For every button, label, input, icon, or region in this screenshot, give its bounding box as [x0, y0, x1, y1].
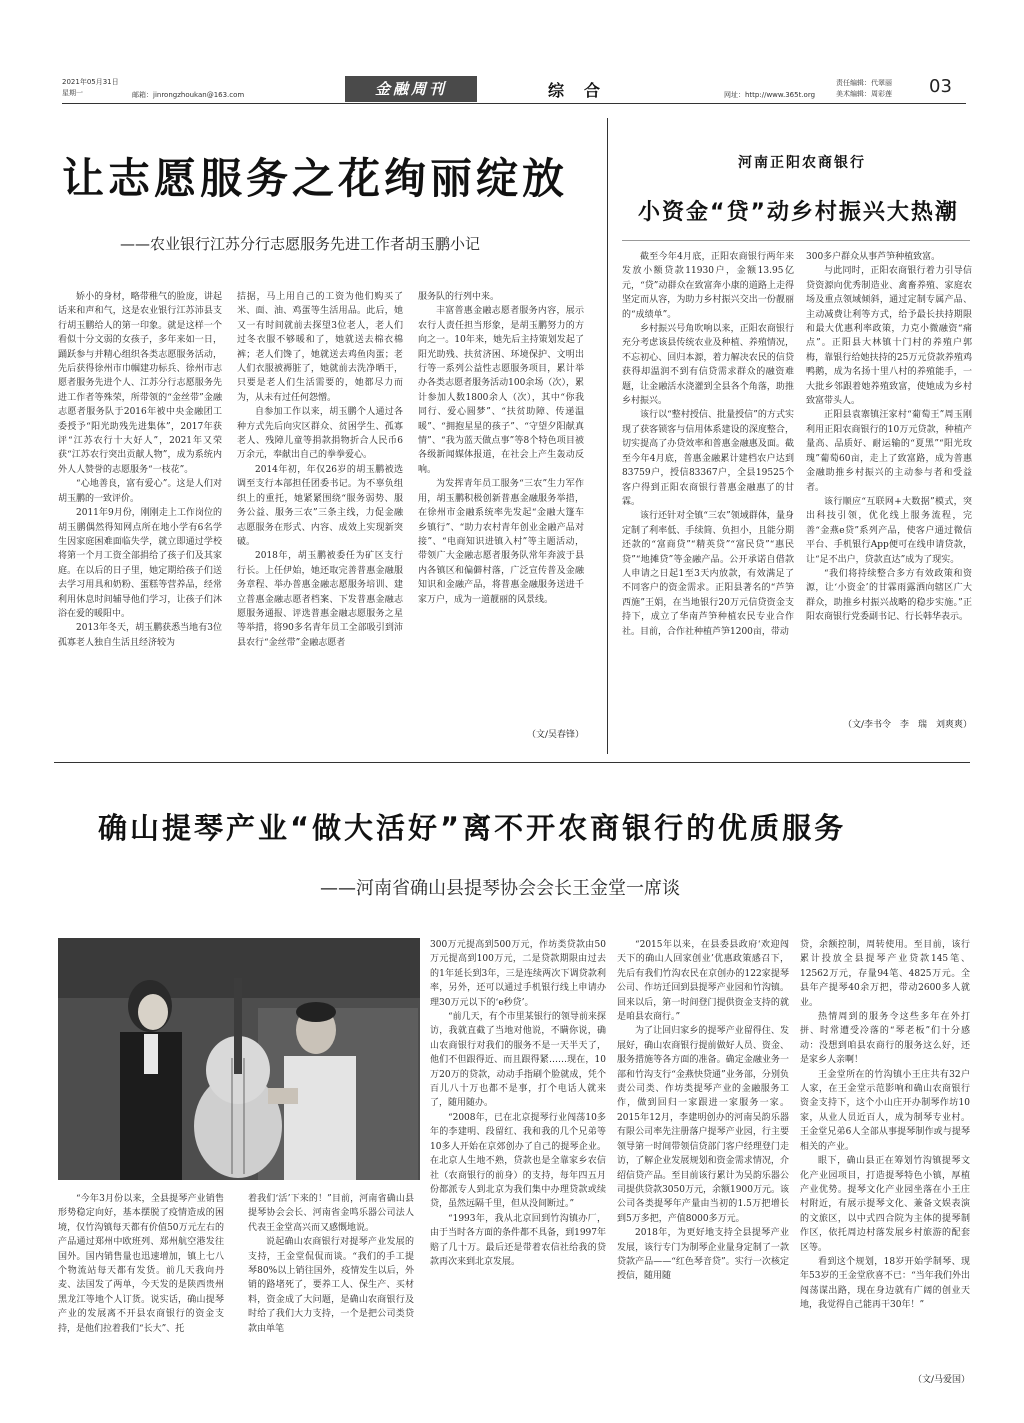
- paragraph: “2008年，已在北京提琴行业闯荡10多年的李建明、段留红、我和我的几个兄弟等10多人开始在京郊创办了自己的提琴企业。在北京人生地不熟，贷款也是全靠家乡农信社（农商银行的前身）的支持，每年四五月份都派专人到北京为我们集中办理贷款或续贷，虽然远隔千里，但从没间断过。”: [430, 1112, 606, 1210]
- paragraph: 看到这个规划，18岁开始学制琴、现年53岁的王金堂欣喜不已：“当年我们外出闯荡谋出路，现在身边就有广阔的创业天地，我觉得自己能再干30年！”: [800, 1256, 970, 1311]
- paragraph: “我们将持续整合多方有效政策和资源，让‘小资金’的甘霖雨露洒向辖区广大群众，助推乡村振兴战略的稳步实施。”正阳农商银行党委副书记、行长韩华表示。: [806, 568, 972, 623]
- title-rule: [622, 240, 970, 241]
- column-divider: [607, 118, 608, 754]
- paragraph: 为了让回归家乡的提琴产业留得住、发展好，确山农商银行提前做好人员、资金、服务措施等各方面的准备。确定金融业务一部和竹沟支行“金燕快贷通”业务部，分别负责公司类、作坊类提琴产业的金融服务工作，做到回归一家跟进一家服务一家。2015年12月，李建明创办的河南吴韵乐器有限公司率先注册落户提琴产业园，行主要领导第一时间带领信贷部门客户经理登门走访，了解企业发展规划和资金需求情况，介绍信贷产品。至目前该行累计为吴韵乐器公司提供贷款3050万元，余额1900万元。该公司各类提琴年产量由当初的1.5万把增长到5万多把，产值8000多万元。: [617, 1026, 789, 1224]
- article-title: 确山提琴产业“做大活好”离不开农商银行的优质服务: [98, 811, 847, 845]
- article-title: 小资金“贷”动乡村振兴大热潮: [638, 200, 959, 225]
- paragraph: 2018年，为更好地支持全县提琴产业发展，该行专门为制琴企业量身定制了一款贷款产品——“红色琴音贷”。实行一次核定授信，随用随: [617, 1228, 789, 1282]
- article-column-1: [622, 250, 794, 639]
- paragraph: 该行以“整村授信、批量授信”的方式实现了获客锁客与信用体系建设的深度整合，切实提高了办贷效率和普惠金融惠及面。截至今年4月底，普惠金融累计建档农户达到83759户，授信83367户，全县19525个客户得到正阳农商银行普惠金融惠了的甘霖。: [622, 410, 794, 507]
- article-author: （文/马爱国）: [912, 1375, 970, 1385]
- article-column-1: [58, 290, 222, 650]
- website: 网址：http://www.365t.org: [724, 91, 816, 99]
- paragraph: 娇小的身材，略带稚气的脸庞，讲起话来和声和气，这是农业银行江苏沛县支行胡玉鹏给人的第一印象。就是这样一个看似十分文弱的女孩子，多年来如一日，踊跃参与并精心组织各类志愿服务活动，先后获得徐州市巾帼建功标兵、徐州市志愿者服务先进个人、江苏分行志愿服务先进工作者等殊荣，所带领的“金丝带”金融志愿者服务队于2016年被中央金融团工委授予“阳光助残先进集体”，2017年获评“江苏农行十大好人”，2021年又荣获“江苏农行突出贡献人物”，成为系统内外人人赞誉的志愿服务“一枝花”。: [58, 292, 222, 475]
- article-column-1: [58, 1192, 224, 1336]
- paragraph: “前几天，有个市里某银行的领导前来探访，我就直截了当地对他说，不瞒你说，确山农商银行对我们的服务不是一天半天了，他们不但跟得近、而且跟得紧……现在，10万20万的贷款，动动手指刷个脸就成，凭个百儿八十万也都不是事，打个电话人就来了，随用随办。: [430, 1012, 606, 1109]
- paragraph: 300多户群众从事芦笋种植致富。: [806, 252, 941, 262]
- paragraph: 正阳县袁寨镇汪家村“葡萄王”周玉刚利用正阳农商银行的10万元贷款，种植产量高、品质好、耐运输的“夏黑”“阳光玫瑰”葡萄60亩，走上了致富路，成为普惠金融助推乡村振兴的主动参与者和受益者。: [806, 410, 972, 493]
- issue-date: 2021年05月31日: [62, 78, 119, 86]
- paragraph: 眼下，确山县正在筹划竹沟镇提琴文化产业园项目，打造提琴特色小镇，厚植产业优势。提琴文化产业园坐落在小王庄村附近，有展示提琴文化、兼备文娱表演的文旅区，以中式四合院为主体的提琴制作区，依托周边村落发展乡村旅游的配套区等。: [800, 1156, 970, 1253]
- paragraph: 说起确山农商银行对提琴产业发展的支持，王金堂侃侃而谈。“我们的手工提琴80%以上销往国外，疫情发生以后，外销的路堵死了，要养工人、保生产、买材料，资金成了大问题，是确山农商银行及时给了我们大力支持，一个是把公司类贷款由单笔: [248, 1237, 414, 1334]
- section-rule: [54, 762, 970, 763]
- paragraph: 王金堂所在的竹沟镇小王庄共有32户人家，在王金堂示范影响和确山农商银行资金支持下，这个小山庄开办制琴作坊10家，从业人员近百人，成为制琴专业村。王金堂兄弟6人全部从事提琴制作或与提琴相关的产业。: [800, 1069, 970, 1152]
- article-column-4: [617, 938, 789, 1284]
- paragraph: 2011年9月份，刚刚走上工作岗位的胡玉鹏偶然得知网点所在地小学有6名学生因家庭困难面临失学，就立即通过学校将第一个月工资全部捐给了孩子们及其家庭。在以后的日子里，她定期给孩子们送去学习用具和奶粉、蛋糕等营养品，经常利用休息时间辅导他们学习，让孩子们沐浴在爱的暖阳中。: [58, 508, 222, 619]
- paragraph: 拮据，马上用自己的工资为他们购买了米、面、油、鸡蛋等生活用品。此后，她又一有时间就前去探望3位老人，老人们过冬衣服不够暖和了，她就送去棉衣棉裤；老人们馋了，她就送去鸡鱼肉蛋；老人们衣服被褥脏了，她就前去洗净晒干，只要是老人们生活需要的，她都尽力而为，从未有过任何怨憎。: [237, 292, 403, 403]
- header-rule: [62, 103, 966, 104]
- article-column-3: [430, 938, 606, 1269]
- article-column-2: [237, 290, 403, 650]
- paragraph: 乡村振兴号角吹响以来，正阳农商银行充分考虑该县传统农业及种植、养殖情况，不忘初心、回归本源，着力解决农民的信贷获得却温润不到有信贷需求群众的融资难题，让金融活水浇灌到全县各个角落，助推乡村振兴。: [622, 324, 794, 407]
- article-kicker: 河南正阳农商银行: [738, 155, 866, 171]
- page-number: 03: [929, 76, 952, 97]
- art-editor-credit: 美术编辑：周彩莲: [836, 90, 892, 98]
- paragraph: 2014年初，年仅26岁的胡玉鹏被选调至支行本部担任团委书记。为不辜负组织上的重托，她紧紧围绕“服务弱势、服务公益、服务三农”三条主线，力促金融志愿服务在形式、内容、成效上实现新突破。: [237, 464, 403, 547]
- paragraph: 丰富普惠金融志愿者服务内容，展示农行人责任担当形象，是胡玉鹏努力的方向之一。10年来，她先后主持策划发起了阳光助残、扶贫济困、环境保护、文明出行等一系列公益性志愿服务项目，累计举办各类志愿者服务活动100余场（次），累计参加人数1800余人（次），其中“你我同行、爱心圆梦”、“扶贫助障、传递温暖”、“拥抱星星的孩子”、“守望夕阳献真情”、“我为蓝天做点事”等8个特色项目被各级新闻媒体报道，在社会上产生轰动反响。: [418, 306, 584, 475]
- paragraph: 服务队的行列中来。: [418, 292, 500, 302]
- paper-name-banner: [345, 76, 477, 102]
- paragraph: 该行顺应“互联网+大数据”模式，突出科技引领，优化线上服务流程，完善“金燕e贷”系列产品，使客户通过微信平台、手机银行App便可在线申请贷款，让“足不出户，贷款直达”成为了现实。: [806, 496, 972, 565]
- paragraph: 300万元提高到500万元，作坊类贷款由50万元提高到100万元，二是贷款期限由过去的1年延长到3年，三是连续两次下调贷款利率，另外，还可以通过手机银行线上申请办理30万元以下的‘e秒贷’。: [430, 940, 606, 1008]
- photo-illustration: [58, 938, 420, 1180]
- article-column-5: [800, 938, 970, 1313]
- paragraph: 热情周到的服务令这些多年在外打拼、时常遭受冷落的“琴老板”们十分感动：没想到咱县农商行的服务这么好，还是家乡人亲啊！: [800, 1012, 970, 1066]
- paper-name: 金融周刊: [374, 80, 447, 98]
- photo-violin-workshop: [58, 938, 420, 1180]
- paragraph: 自参加工作以来，胡玉鹏个人通过各种方式先后向灾区群众、贫困学生、孤寡老人、残障儿童等捐款捐物折合人民币6万余元，奉献出自己的拳拳爱心。: [237, 407, 403, 461]
- paragraph: 贷，余额控制，周转使用。至目前，该行累计投放全县提琴产业贷款145笔、12562万元，存量94笔、4825万元。全县年产提琴40余万把，带动2600多人就业。: [800, 940, 970, 1008]
- issue-weekday: 星期一: [62, 89, 83, 97]
- paragraph: 截至今年4月底，正阳农商银行两年来发放小额贷款11930户，金额13.95亿元，“贷”动群众在致富奔小康的道路上走得坚定而从容，为助力乡村振兴交出一份靓丽的“成绩单”。: [622, 252, 794, 320]
- editor-credit: 责任编辑：代翠丽: [836, 79, 892, 87]
- paragraph: 2013年冬天，胡玉鹏获悉当地有3位孤寡老人独自生活且经济较为: [58, 623, 222, 648]
- paragraph: “1993年，我从北京回到竹沟镇办厂，由于当时各方面的条件都不具备，到1997年赔了几十万。最后还是带着农信社给我的贷款再次来到北京发展。: [430, 1213, 606, 1267]
- paragraph: “2015年以来，在县委县政府‘欢迎闯天下的确山人回家创业’优惠政策感召下，先后有我们竹沟农民在京创办的122家提琴公司、作坊迁回到县提琴产业园和竹沟镇。回来以后，第一时间登门提供资金支持的就是咱县农商行。”: [617, 940, 789, 1023]
- article-column-3: [418, 290, 584, 607]
- article-author: （文/吴春锋）: [526, 730, 584, 740]
- section-name: 综合: [548, 81, 621, 100]
- article-title: 让志愿服务之花绚丽绽放: [62, 154, 569, 203]
- paragraph: 与此同时，正阳农商银行着力引导信贷资源向优秀制造业、禽畜养殖、家庭农场及重点领域倾斜，通过定制专属产品、主动减费让利等方式，给予最长扶持期限和最大优惠利率政策，力克小微融资“痛点”。正阳县大林镇十门村的养殖户郭梅，靠银行给她扶持的25万元贷款养殖鸡鸭鹅，成为名扬十里八村的养殖能手，一大批乡邻跟着她养殖致富，使她成为乡村致富带头人。: [806, 266, 972, 407]
- paragraph: “今年3月份以来，全县提琴产业销售形势稳定向好，基本摆脱了疫情造成的困境，仅竹沟镇每天都有价值50万元左右的产品通过郑州中欧班列、郑州航空港发往国外。国内销售量也迅速增加，镇上七八个物流站每天都有发货。前几天我向丹麦、法国发了两单，今天发的是陕西贵州黑龙江等地个人订货。说实话，确山提琴产业的发展离不开县农商银行的资金支持，是他们拉着我们“长大”、托: [58, 1194, 224, 1334]
- paragraph: 该行还针对全镇“三农”领域群体，量身定制了利率低、手续简、负担小，且能分期还款的“富商贷”“精英贷”“富民贷”“惠民贷”“地摊贷”等金融产品。公开承诺自借款人申请之日起1至3天内放款，有效满足了不同客户的资金需求。正阳县著名的“芦笋西施”王娟，在当地银行20万元信贷资金支持下，成立了华南芦笋种植农民专业合作社。目前，合作社种植芦笋1200亩，带动: [622, 511, 794, 637]
- paragraph: “心地善良，富有爱心”。这是人们对胡玉鹏的一致评价。: [58, 479, 222, 504]
- article-column-2: [248, 1192, 414, 1336]
- article-subtitle: ——河南省确山县提琴协会会长王金堂一席谈: [320, 878, 680, 899]
- article-column-2: [806, 250, 972, 625]
- paragraph: 着我们‘活’下来的！”目前，河南省确山县提琴协会会长、河南省金鸣乐器公司法人代表王金堂高兴而又感慨地说。: [248, 1194, 414, 1233]
- paragraph: 为发挥青年员工服务“三农”生力军作用，胡玉鹏积极创新普惠金融服务举措，在徐州市金融系统率先发起“金融大篷车乡镇行”、“助力农村青年创业金融产品对接”、“电商知识进镇入村”等主题活动，带领广大金融志愿者服务队常年奔波于县内各镇区和偏僻村落，广泛宣传普及金融知识和金融产品，将普惠金融服务送进千家万户，成为一道靓丽的风景线。: [418, 479, 584, 605]
- article-subtitle: ——农业银行江苏分行志愿服务先进工作者胡玉鹏小记: [120, 235, 481, 253]
- article-author: （文/李书令 李 瑞 刘爽爽）: [842, 720, 972, 730]
- paragraph: 2018年，胡玉鹏被委任为矿区支行行长。上任伊始，她还取完善普惠金融服务章程、举办普惠金融志愿服务培训、建立普惠金融志愿者档案、下发普惠金融志愿服务通报、评选普惠金融志愿服务之星等举措，将90多名青年员工全部吸引到沛县农行“金丝带”金融志愿者: [237, 551, 403, 648]
- contact-email: 邮箱：jinrongzhoukan@163.com: [132, 91, 245, 99]
